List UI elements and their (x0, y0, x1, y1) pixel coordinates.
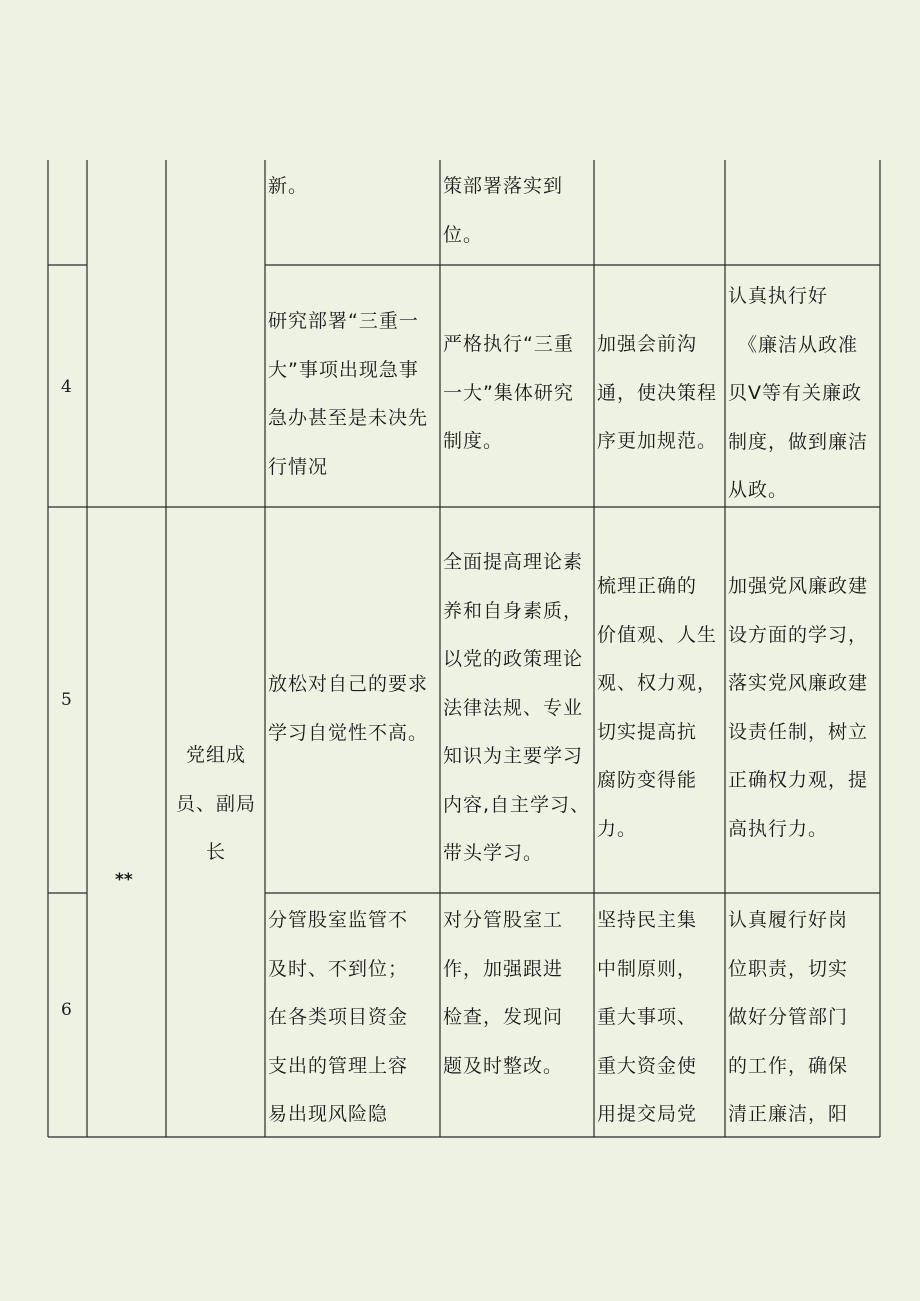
text-line: 加强会前沟 (597, 333, 698, 355)
row-number-5: 5 (61, 690, 72, 710)
row-number-6: 6 (61, 1000, 72, 1020)
text-line: 用提交局党 (597, 1103, 698, 1125)
text-line: 新。 (268, 175, 309, 197)
text-line: 内容,自主学习、 (443, 793, 591, 816)
text-line: 腐防变得能 (597, 769, 698, 791)
r5-cause-cell (443, 538, 590, 878)
text-line: 支出的管理上容 (268, 1054, 409, 1077)
text-line: 设方面的学习， (728, 623, 869, 646)
r0-problem-cell (268, 162, 308, 211)
text-line: 党组成 (185, 744, 246, 766)
text-line: 分管股室监管不 (268, 909, 409, 931)
r6-cause-cell (443, 896, 563, 1090)
text-line: 行情况 (268, 455, 329, 478)
text-line: 落实党风廉政建 (728, 672, 869, 694)
text-line: 知识为主要学习 (443, 745, 584, 767)
text-line: 价值观、人生 (597, 623, 718, 646)
text-line: 放松对自己的要求 (268, 673, 429, 695)
name-cell: ** (115, 870, 133, 890)
r4-cause-cell (443, 320, 574, 466)
r4-goal-cell (728, 272, 868, 515)
text-line: 全面提高理论素 (443, 551, 584, 573)
text-line: 认真执行好 (728, 285, 829, 307)
text-line: 制度，做到廉洁 (728, 430, 869, 453)
text-line: 长 (205, 841, 226, 863)
text-line: 急办甚至是未决先 (268, 407, 429, 429)
r6-measure-cell (597, 896, 697, 1139)
text-line: 观、权力观， (597, 672, 718, 694)
text-line: 正确权力观，提 (728, 769, 869, 791)
text-line: 中制原则， (597, 957, 698, 980)
text-line: 易出现风险隐 (268, 1103, 389, 1125)
text-line: 及时、不到位； (268, 957, 409, 980)
text-line: 大”事项出现急事 (268, 358, 419, 381)
text-line: 重大资金使 (597, 1054, 698, 1077)
row-number-4: 4 (61, 377, 72, 397)
text-line: 作，加强跟进 (443, 957, 564, 980)
text-line: 做好分管部门 (728, 1006, 849, 1028)
text-line: 贝V等有关廉政 (728, 382, 862, 404)
text-line: 梳理正确的 (597, 575, 698, 597)
r6-problem-cell (268, 896, 408, 1139)
text-line: 带头学习。 (443, 842, 544, 864)
text-line: 力。 (597, 817, 638, 840)
text-line: 严格执行“三重 (443, 333, 574, 355)
text-line: 检查，发现问 (443, 1006, 564, 1028)
text-line: 员、副局 (175, 792, 256, 815)
text-line: 研究部署“三重一 (268, 310, 419, 332)
text-line: 认真履行好岗 (728, 909, 849, 931)
text-line: 对分管股室工 (443, 909, 564, 931)
text-line: 的工作，确保 (728, 1054, 849, 1077)
text-line: 清正廉洁，阳 (728, 1103, 849, 1125)
r5-problem-cell (268, 660, 428, 757)
text-line: 在各类项目资金 (268, 1006, 409, 1028)
text-line: 从政。 (728, 479, 789, 501)
text-line: 位职责，切实 (728, 957, 849, 980)
text-line: 法律法规、专业 (443, 696, 584, 719)
text-line: 策部署落实到 (443, 175, 564, 197)
text-line: 通，使决策程 (597, 381, 718, 404)
text-line: 切实提高抗 (597, 720, 698, 743)
text-line: 学习自觉性不高。 (268, 721, 429, 744)
text-line: 位。 (443, 223, 484, 246)
text-line: 题及时整改。 (443, 1054, 564, 1077)
text-line: 一大”集体研究 (443, 381, 574, 404)
r5-measure-cell (597, 562, 717, 853)
r4-measure-cell (597, 320, 717, 466)
r0-cause-cell (443, 162, 563, 259)
r6-goal-cell (728, 896, 848, 1139)
r5-goal-cell (728, 562, 868, 853)
r4-problem-cell (268, 297, 428, 491)
text-line: 《廉洁从政准 (738, 333, 859, 356)
position-cell (168, 731, 264, 877)
text-line: 养和自身素质， (443, 599, 584, 622)
text-line: 序更加规范。 (597, 430, 718, 452)
text-line: 以党的政策理论 (443, 648, 584, 670)
text-line: 坚持民主集 (597, 909, 698, 931)
text-line: 加强党风廉政建 (728, 575, 869, 597)
text-line: 高执行力。 (728, 817, 829, 840)
text-line: 设责任制，树立 (728, 720, 869, 743)
text-line: 重大事项、 (597, 1006, 698, 1028)
text-line: 制度。 (443, 430, 504, 452)
